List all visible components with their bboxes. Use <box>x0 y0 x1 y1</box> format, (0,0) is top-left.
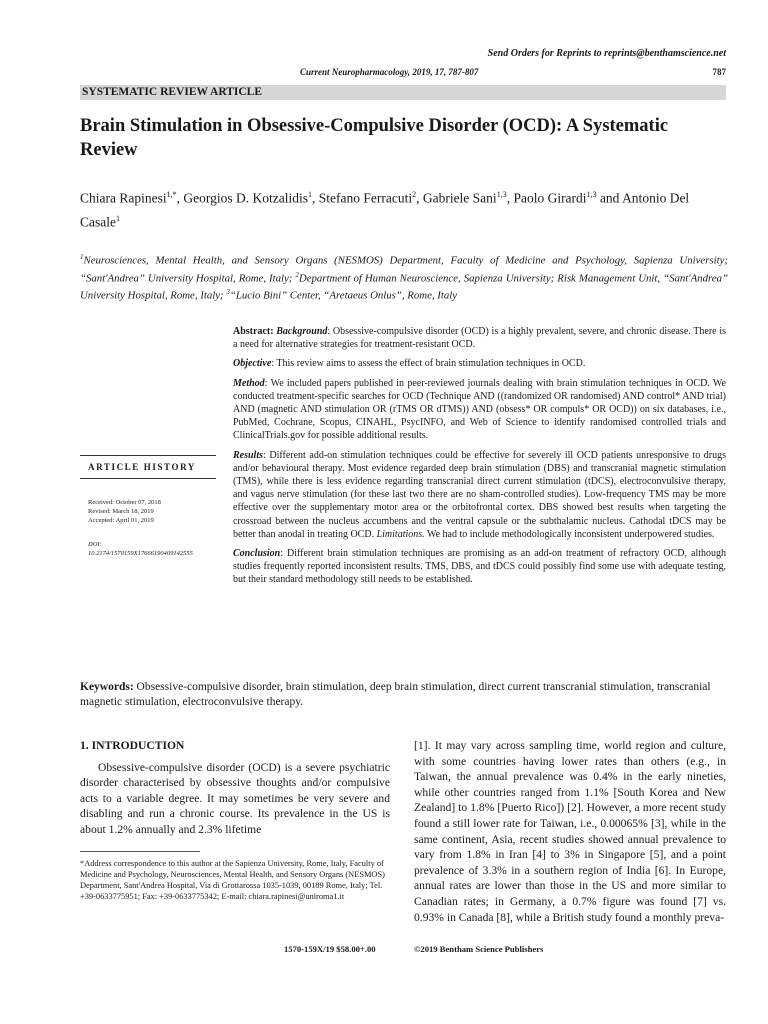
author-sup: 1,3 <box>586 190 597 199</box>
abstract <box>233 325 726 593</box>
doi-block <box>88 540 228 558</box>
results-label: Results <box>233 449 264 461</box>
affiliation-1: Neurosciences, Mental Health, and Sensory Organs (NESMOS) Department, Faculty of Medicine and Psychology, Sapienza University; “Sant'Andrea” University Hospital, Rome, Italy; <box>80 254 728 285</box>
author-sup: 1 <box>307 190 312 199</box>
author: Gabriele Sani <box>422 190 497 206</box>
abstract-objective <box>233 357 726 370</box>
author-sep: , <box>506 190 514 206</box>
abstract-results <box>233 449 726 541</box>
author-sep: and <box>596 190 623 206</box>
conclusion-label: Conclusion <box>233 548 281 560</box>
author-sup: 2 <box>412 190 417 199</box>
history-dates <box>88 498 161 525</box>
affiliation-3: “Lucio Bini” Center, “Aretaeus Onlus”, Rome, Italy <box>229 289 458 302</box>
intro-paragraph-continued: [1]. It may vary across sampling time, world region and culture, with some countries having lower rates than others (e.g., in Taiwan, the annual prevalence was 0.4% in the early nineties, while other countries ranged from 1.1% [South Korea and New Zealand] to 1.8% [Puerto Rico]) [2]. However, a more recent study found a still lower rate for Taiwan, i.e., 0.00065% [3], while in the same continent, Asia, recent studies showed annual prevalence to vary from 1.8% in Iran [4] to 3% in Singapore [5], and a point prevalence of 3.3% in a southern region of India [6]. In Europe, annual rates are lower than those in the US and more similar to Canadian rates; in Germany, a 0.7% figure was found [7] vs. 0.93% in Canada [8], while a British study found a monthly preva- <box>414 739 726 924</box>
footnote-rule <box>80 851 200 852</box>
author-sup: 1,3 <box>496 190 507 199</box>
body-column-left <box>80 738 390 838</box>
affil-sup: 2 <box>295 270 299 279</box>
objective-text: : This review aims to assess the effect of brain stimulation techniques in OCD. <box>271 358 586 370</box>
abstract-lead: Abstract: <box>233 326 277 337</box>
body-column-right <box>414 738 726 925</box>
received-date: Received: October 07, 2018 <box>88 499 161 506</box>
section-heading: 1. INTRODUCTION <box>80 739 185 752</box>
page-number: 787 <box>712 67 726 77</box>
limitations-label: Limitations. <box>376 528 425 540</box>
author: Chiara Rapinesi <box>80 190 167 206</box>
journal-name: Current Neuropharmacology, 2019, 17, 787-807 <box>300 67 479 77</box>
reprints-notice: Send Orders for Reprints to reprints@benthamscience.net <box>487 48 726 59</box>
author-list <box>80 185 730 232</box>
history-rule-bottom <box>80 478 216 479</box>
author: Georgios D. Kotzalidis <box>183 190 308 206</box>
doi-link[interactable]: 10.2174/1570159X17666190409142555 <box>88 550 193 557</box>
issn-price: 1570-159X/19 $58.00+.00 <box>284 944 376 954</box>
abstract-conclusion <box>233 547 726 587</box>
author: Antonio Del Casale <box>80 190 690 229</box>
article-history-heading: ARTICLE HISTORY <box>88 462 196 472</box>
keywords-text: Obsessive-compulsive disorder, brain stimulation, deep brain stimulation, direct current transcranial stimulation, transcranial magnetic stimulation, electroconvulsive therapy. <box>80 681 711 708</box>
author-sup: 1,* <box>166 190 177 199</box>
affil-sup: 1 <box>80 253 84 261</box>
accepted-date: Accepted: April 01, 2019 <box>88 517 154 524</box>
journal-citation <box>300 67 726 77</box>
abstract-method <box>233 377 726 443</box>
affil-sup: 3 <box>226 288 230 297</box>
conclusion-text: : Different brain stimulation techniques are promising as an add-on treatment of refractory OCD, although studies frequently reported inconsistent results. TMS, DBS, and tDCS could possibly find some use with adequate testing, but their standard methodology still needs to be established. <box>233 548 726 586</box>
author-sep: , <box>416 190 423 206</box>
method-text: : We included papers published in peer-reviewed journals dealing with brain stimulation techniques in OCD. We conducted treatment-specific searches for OCD (Technique AND ((randomized OR randomised) AND control* AND trial) AND (magnetic AND stimulation OR (rTMS OR dTMS)) AND (obsess* OR compuls* OR OCD)) on six databases, i.e., PubMed, Cochrane, Scopus, CINAHL, PsycINFO, and Web of Science to identify randomised controlled trials and ClinicalTrials.gov for possible additional results. <box>233 377 726 442</box>
objective-label: Objective <box>233 358 272 370</box>
correspondence-footnote: *Address correspondence to this author at the Sapienza University, Rome, Italy, Faculty of Medicine and Psychology, Neurosciences, Mental Health, and Sensory Organs (NESMOS) Department, Sant'Andrea Hospital, Via di Grottarossa 1035-1039, 00189 Rome, Italy; Tel. +39-0633775951; Fax: +39-0633775342; E-mail: chiara.rapinesi@uniroma1.it <box>80 859 385 901</box>
keywords <box>80 680 726 710</box>
method-label: Method <box>233 377 265 389</box>
background-text: : Obsessive-compulsive disorder (OCD) is a highly prevalent, severe, and chronic disease. There is a need for alternative strategies for treatment-resistant OCD. <box>233 326 726 351</box>
affiliation-2: Department of Human Neuroscience, Sapienza University; Risk Management Unit, “Sant'Andrea” University Hospital, Rome, Italy; <box>80 272 728 302</box>
copyright: ©2019 Bentham Science Publishers <box>414 944 544 954</box>
article-type-banner: SYSTEMATIC REVIEW ARTICLE <box>80 85 726 100</box>
author-sep: , <box>176 190 184 206</box>
doi-label: DOI: <box>88 541 102 548</box>
intro-paragraph: Obsessive-compulsive disorder (OCD) is a severe psychiatric disorder characterised by obsessive thoughts and/or compulsive acts to a variable degree. It may sometimes be very severe and disabling and run a chronic course. Its prevalence in the US is about 1.2% annually and 2.3% lifetime <box>80 760 390 836</box>
author-sep: , <box>311 190 319 206</box>
background-label: Background <box>276 326 328 337</box>
results-text: : Different add-on stimulation techniques could be effective for severely ill OCD patients unresponsive to drugs and/or behavioural therapy. Most evidence regarded deep brain stimulation (DBS) and transcranial magnetic stimulation (TMS), while there is less evidence regarding transcranial direct current stimulation (tDCS), electroconvulsive therapy, and vagus nerve stimulation (for these last two there are no sham-controlled studies). Low-frequency TMS may be more effective over the supplementary motor area or the orbitofrontal cortex. DBS showed best results when targeting the crossroad between the nucleus accumbens and the ventral capsule or the subthalamic nucleus. Cathodal tDCS may be better than anodal in treating OCD. <box>233 449 726 540</box>
limitations-text: We had to include methodologically inconsistent underpowered studies. <box>424 528 715 540</box>
revised-date: Revised: March 18, 2019 <box>88 508 154 515</box>
affiliations <box>80 250 728 303</box>
author: Stefano Ferracuti <box>318 190 413 206</box>
history-rule-top <box>80 455 216 456</box>
keywords-label: Keywords: <box>80 681 134 693</box>
abstract-background <box>233 325 726 351</box>
author: Paolo Girardi <box>513 190 587 206</box>
article-title: Brain Stimulation in Obsessive-Compulsive Disorder (OCD): A Systematic Review <box>80 116 669 160</box>
author-sup: 1 <box>116 213 120 223</box>
